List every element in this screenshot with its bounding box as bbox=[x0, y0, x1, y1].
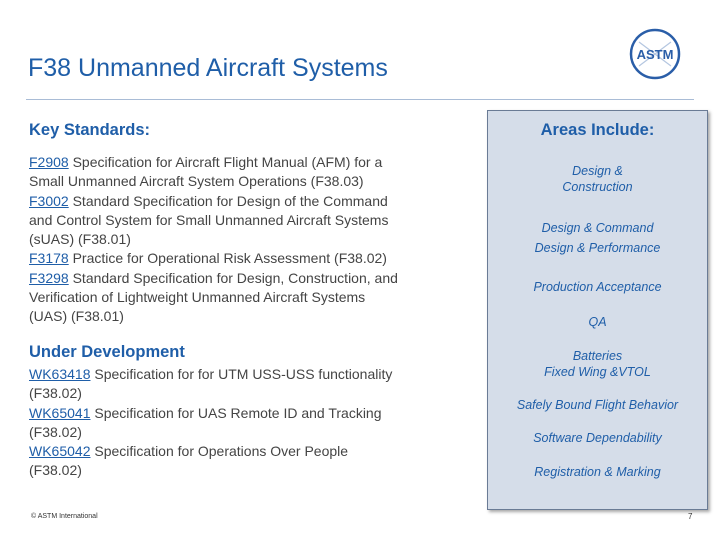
work-item-line bbox=[29, 384, 481, 403]
work-item-line bbox=[29, 365, 481, 384]
key-standards-list bbox=[29, 153, 481, 327]
standard-text: and Control System for Small Unmanned Aircraft Systems bbox=[29, 211, 389, 228]
area-item: Design & Performance bbox=[534, 241, 661, 255]
areas-panel bbox=[487, 110, 708, 510]
area-item: Batteries Fixed Wing &VTOL bbox=[544, 349, 651, 379]
logo-text: ASTM bbox=[636, 47, 674, 62]
page-number: 7 bbox=[688, 512, 693, 521]
key-standards-heading: Key Standards: bbox=[29, 121, 151, 139]
area-item: Production Acceptance bbox=[533, 280, 662, 294]
standard-line bbox=[29, 307, 481, 326]
standard-line bbox=[29, 230, 481, 249]
standard-text: (UAS) (F38.01) bbox=[29, 308, 124, 325]
work-item-text: (F38.02) bbox=[29, 423, 82, 440]
standard-link[interactable]: F3298 bbox=[29, 269, 69, 286]
area-item: Safely Bound Flight Behavior bbox=[516, 398, 679, 412]
areas-heading: Areas Include: bbox=[540, 121, 655, 139]
area-item: Registration & Marking bbox=[534, 465, 661, 479]
work-item-line bbox=[29, 442, 481, 461]
standard-text: Verification of Lightweight Unmanned Aircraft Systems bbox=[29, 289, 366, 306]
work-item-line bbox=[29, 404, 481, 423]
area-item: Design & Construction bbox=[562, 164, 633, 194]
area-item: Software Dependability bbox=[533, 431, 662, 445]
standard-line bbox=[29, 153, 481, 172]
area-item: Design & Command bbox=[541, 221, 654, 235]
standard-line bbox=[29, 249, 481, 268]
standard-link[interactable]: F3002 bbox=[29, 192, 69, 209]
standard-line bbox=[29, 269, 481, 288]
work-item-text: Specification for for UTM USS-USS functionality bbox=[94, 366, 393, 382]
standard-link[interactable]: F2908 bbox=[29, 154, 69, 170]
work-item-text: (F38.02) bbox=[29, 385, 82, 402]
title-divider bbox=[26, 99, 694, 100]
work-item-line bbox=[29, 461, 481, 480]
under-development-heading: Under Development bbox=[29, 343, 185, 361]
work-item-text: Specification for UAS Remote ID and Tracking bbox=[94, 404, 382, 421]
area-item: QA bbox=[588, 315, 607, 329]
work-item-link[interactable]: WK65041 bbox=[29, 404, 91, 421]
work-item-text: (F38.02) bbox=[29, 462, 82, 479]
standard-text: Standard Specification for Design, Construction, and bbox=[72, 269, 398, 286]
standard-line bbox=[29, 211, 481, 230]
standard-line bbox=[29, 288, 481, 307]
standard-line bbox=[29, 192, 481, 211]
work-item-link[interactable]: WK63418 bbox=[29, 366, 91, 382]
work-item-text: Specification for Operations Over People bbox=[94, 443, 349, 460]
footer-copyright: © ASTM International bbox=[31, 513, 98, 520]
standard-line bbox=[29, 172, 481, 191]
work-item-line bbox=[29, 423, 481, 442]
standard-link[interactable]: F3178 bbox=[29, 250, 69, 267]
slide-title: F38 Unmanned Aircraft Systems bbox=[28, 54, 388, 82]
astm-logo-icon bbox=[629, 28, 681, 80]
standard-text: Small Unmanned Aircraft System Operations (F38.03) bbox=[29, 173, 364, 190]
standard-text: (sUAS) (F38.01) bbox=[29, 231, 131, 248]
standard-text: Specification for Aircraft Flight Manual (AFM) for a bbox=[72, 154, 383, 170]
under-development-list bbox=[29, 365, 481, 481]
standard-text: Standard Specification for Design of the Command bbox=[72, 192, 388, 209]
work-item-link[interactable]: WK65042 bbox=[29, 443, 91, 460]
standard-text: Practice for Operational Risk Assessment (F38.02) bbox=[72, 250, 387, 267]
